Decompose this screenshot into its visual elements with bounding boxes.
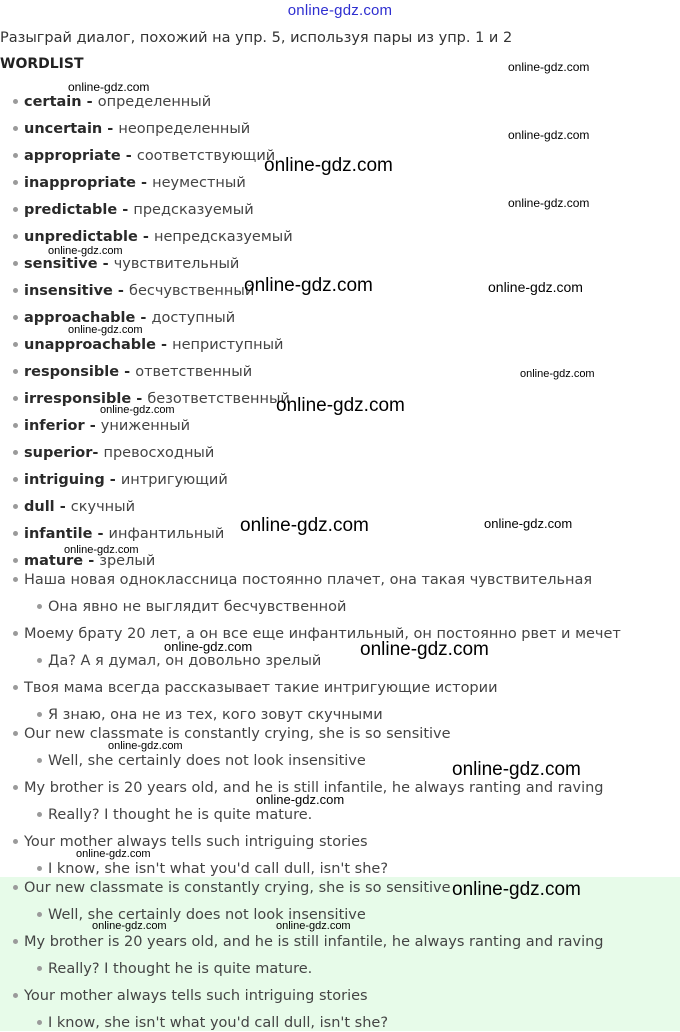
bullet-icon: [13, 396, 18, 401]
watermark: online-gdz.com: [100, 404, 175, 416]
dialogue-reply: Really? I thought he is quite mature.: [0, 806, 312, 824]
bullet-icon: [37, 912, 42, 917]
wordlist-item: unpredictable - непредсказуемый: [0, 228, 293, 246]
bullet-icon: [37, 658, 42, 663]
bullet-icon: [13, 504, 18, 509]
bullet-icon: [13, 785, 18, 790]
dialogue-reply: Well, she certainly does not look insensitive: [0, 906, 366, 924]
watermark: online-gdz.com: [68, 324, 143, 336]
wordlist-item: certain - определенный: [0, 93, 211, 111]
wordlist-item: unapproachable - неприступный: [0, 336, 283, 354]
bullet-icon: [13, 261, 18, 266]
wordlist-item: inferior - униженный: [0, 417, 190, 435]
bullet-icon: [37, 966, 42, 971]
watermark: online-gdz.com: [484, 516, 573, 531]
bullet-icon: [37, 1020, 42, 1025]
watermark: online-gdz.com: [76, 848, 151, 860]
dialogue-line: Your mother always tells such intriguing stories: [0, 987, 368, 1005]
wordlist-item: sensitive - чувствительный: [0, 255, 239, 273]
bullet-icon: [13, 234, 18, 239]
wordlist-item: inappropriate - неуместный: [0, 174, 246, 192]
bullet-icon: [13, 99, 18, 104]
watermark: online-gdz.com: [264, 155, 393, 176]
dialogue-reply: Я знаю, она не из тех, кого зовут скучными: [0, 706, 383, 724]
wordlist-item: predictable - предсказуемый: [0, 201, 254, 219]
dialogue-reply: I know, she isn't what you'd call dull, isn't she?: [0, 1014, 388, 1032]
wordlist-item: infantile - инфантильный: [0, 525, 224, 543]
watermark: online-gdz.com: [360, 639, 489, 660]
dialogue-line: Моему брату 20 лет, а он все еще инфантильный, он постоянно рвет и мечет: [0, 625, 621, 643]
bullet-icon: [13, 207, 18, 212]
bullet-icon: [13, 685, 18, 690]
bullet-icon: [37, 812, 42, 817]
bullet-icon: [13, 288, 18, 293]
bullet-icon: [37, 758, 42, 763]
dialogue-reply: I know, she isn't what you'd call dull, isn't she?: [0, 860, 388, 878]
wordlist-item: intriguing - интригующий: [0, 471, 228, 489]
bullet-icon: [37, 866, 42, 871]
wordlist-item: superior- превосходный: [0, 444, 214, 462]
wordlist-item: responsible - ответственный: [0, 363, 252, 381]
bullet-icon: [13, 180, 18, 185]
bullet-icon: [13, 577, 18, 582]
watermark: online-gdz.com: [508, 60, 590, 74]
watermark: online-gdz.com: [240, 515, 369, 536]
dialogue-line: Твоя мама всегда рассказывает такие интригующие истории: [0, 679, 498, 697]
watermark: online-gdz.com: [452, 879, 581, 900]
dialogue-reply: Она явно не выглядит бесчувственной: [0, 598, 346, 616]
watermark: online-gdz.com: [520, 368, 595, 380]
wordlist-item: mature - зрелый: [0, 552, 155, 570]
bullet-icon: [13, 423, 18, 428]
watermark: online-gdz.com: [276, 395, 405, 416]
watermark: online-gdz.com: [488, 279, 583, 295]
wordlist-item: appropriate - соответствующий: [0, 147, 275, 165]
watermark: online-gdz.com: [108, 740, 183, 752]
wordlist-item: uncertain - неопределенный: [0, 120, 250, 138]
dialogue-line: My brother is 20 years old, and he is still infantile, he always ranting and raving: [0, 779, 604, 797]
bullet-icon: [37, 712, 42, 717]
bullet-icon: [13, 153, 18, 158]
bullet-icon: [13, 477, 18, 482]
watermark: online-gdz.com: [64, 544, 139, 556]
dialogue-reply: Да? А я думал, он довольно зрелый: [0, 652, 321, 670]
dialogue-line: Наша новая одноклассница постоянно плачет, она такая чувствительная: [0, 571, 592, 589]
bullet-icon: [13, 839, 18, 844]
bullet-icon: [13, 450, 18, 455]
dialogue-reply: Really? I thought he is quite mature.: [0, 960, 312, 978]
wordlist-heading: WORDLIST: [0, 56, 84, 72]
watermark: online-gdz.com: [48, 245, 123, 257]
bullet-icon: [13, 631, 18, 636]
task-text: Разыграй диалог, похожий на упр. 5, используя пары из упр. 1 и 2: [0, 30, 513, 46]
bullet-icon: [13, 342, 18, 347]
watermark: online-gdz.com: [256, 792, 345, 807]
dialogue-line: Our new classmate is constantly crying, she is so sensitive: [0, 725, 451, 743]
dialogue-line: Our new classmate is constantly crying, she is so sensitive: [0, 879, 451, 897]
bullet-icon: [13, 531, 18, 536]
bullet-icon: [13, 731, 18, 736]
site-title[interactable]: online-gdz.com: [287, 2, 393, 19]
bullet-icon: [13, 369, 18, 374]
dialogue-line: Your mother always tells such intriguing stories: [0, 833, 368, 851]
watermark: online-gdz.com: [276, 920, 351, 932]
wordlist-item: approachable - доступный: [0, 309, 235, 327]
bullet-icon: [13, 315, 18, 320]
wordlist-item: dull - скучный: [0, 498, 135, 516]
bullet-icon: [13, 558, 18, 563]
watermark: online-gdz.com: [452, 759, 581, 780]
watermark: online-gdz.com: [508, 128, 590, 142]
watermark: online-gdz.com: [244, 275, 373, 296]
dialogue-line: My brother is 20 years old, and he is still infantile, he always ranting and raving: [0, 933, 604, 951]
watermark: online-gdz.com: [68, 80, 150, 94]
bullet-icon: [37, 604, 42, 609]
dialogue-reply: Well, she certainly does not look insensitive: [0, 752, 366, 770]
bullet-icon: [13, 993, 18, 998]
watermark: online-gdz.com: [164, 639, 253, 654]
watermark: online-gdz.com: [508, 196, 590, 210]
wordlist-item: insensitive - бесчувственный: [0, 282, 254, 300]
bullet-icon: [13, 939, 18, 944]
wordlist-item: irresponsible - безответственный: [0, 390, 290, 408]
bullet-icon: [13, 126, 18, 131]
watermark: online-gdz.com: [92, 920, 167, 932]
bullet-icon: [13, 885, 18, 890]
